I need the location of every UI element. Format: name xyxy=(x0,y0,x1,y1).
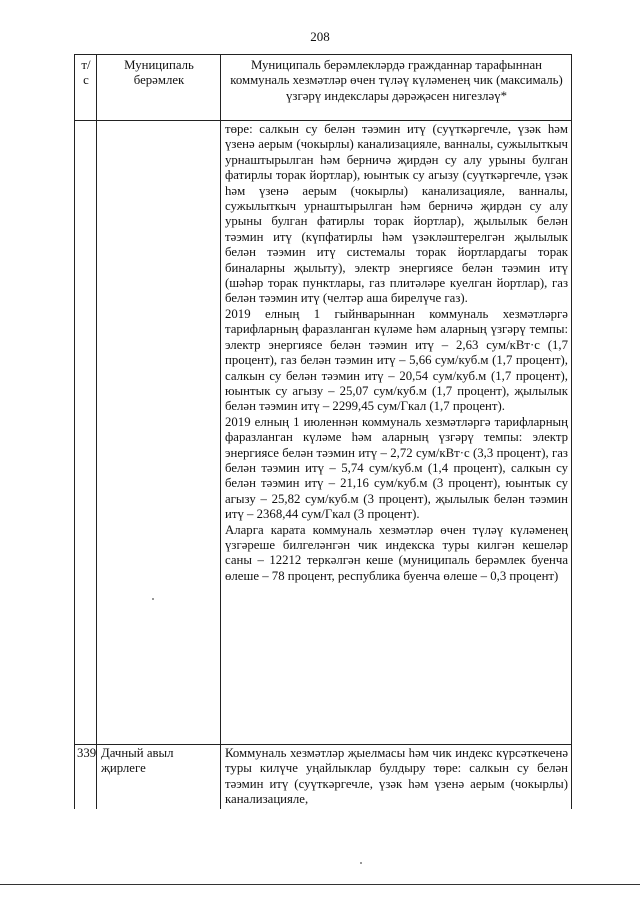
paragraph: 2019 елның 1 июленнән коммуналь хезмәтләргә тарифларның фаразланган күләме һәм аларның үзгәрү темпы: электр энергиясе белән тәэмин итү – 2,72 сум/кВт·с (3,3 процент), газ белән тәэмин итү – 5,74 сум/куб.м (1,4 процент), салкын су белән тәэмин итү – 21,16 сум/куб.м (3 процент), юынтык су агызу – 25,82 сум/куб.м (3 процент), җылылык белән тәэмин итү – 2368,44 сум/Гкал (3 процент). xyxy=(225,414,568,522)
page-number: 208 xyxy=(310,29,330,44)
cell-municipality xyxy=(97,121,221,745)
paragraph: 2019 елның 1 гыйнварыннан коммуналь хезмәтләргә тарифларның фаразланган күләме һәм аларның үзгәрү темпы: электр энергиясе белән тәэмин итү – 2,63 сум/кВт·с (1,7 процент), газ белән тәэмин итү – 5,66 сум/куб.м (1,7 процент), салкын су белән тәэмин итү – 20,54 сум/куб.м (1,7 процент), юынтык су агызу – 25,07 сум/куб.м (1,7 процент), җылылык белән тәэмин итү – 2299,45 сум/Гкал (1,7 процент). xyxy=(225,306,568,414)
cell-description xyxy=(221,121,572,745)
header-municipality: Муниципаль берәмлек xyxy=(97,55,221,121)
paragraph: Коммуналь хезмәтләр җыелмасы һәм чик индекс күрсәткеченә туры килүче уңайлыклар булдыру төре: салкын су белән тәэмин итү (суүткәргечле, үзәк һәм үзенә аерым (чокырлы) канализацияле, xyxy=(225,746,568,807)
paragraph: Аларга карата коммуналь хезмәтләр өчен түләү күләменең үзгәреше билгеләнгән чик индекска туры килгән кешеләр саны – 12212 теркәлгән кеше (муниципаль берәмлек буенча өлеше – 78 процент, республика буенча өлеше – 0,3 процент) xyxy=(225,522,568,583)
scan-speck xyxy=(152,598,154,600)
cell-num: 339 xyxy=(75,745,97,809)
footer-rule xyxy=(0,884,640,885)
cell-num xyxy=(75,121,97,745)
table-header-row xyxy=(75,55,572,121)
table-row xyxy=(75,745,572,809)
header-description: Муниципаль берәмлекләрдә гражданнар тарафыннан коммуналь хезмәтләр өчен түләү күләменең чик (максималь) үзгәрү индекслары дәрәҗәсен нигезләү* xyxy=(221,55,572,121)
cell-description xyxy=(221,745,572,809)
table-row xyxy=(75,121,572,745)
index-table xyxy=(74,54,572,809)
header-num: т/с xyxy=(75,55,97,121)
scan-speck xyxy=(360,862,362,864)
cell-municipality: Дачный авыл җирлеге xyxy=(97,745,221,809)
paragraph: төре: салкын су белән тәэмин итү (суүткәргечле, үзәк һәм үзенә аерым (чокырлы) канализацияле, ванналы, сужылыткыч урнаштырылган һәм берничә җирдән су алу урыны булган фатирлы торак йортлар), юынтык су агызу (суүткәргечле, үзәк һәм үзенә аерым (чокырлы) канализацияле, ванналы, сужылыткыч урнаштырылган һәм берничә җирдән су алу урыны булган фатирлы торак йортлар), җылылык белән тәэмин итү (күпфатирлы һәм үзәкләштерелгән җылылык белән тәэмин итү системалы торак йортлардагы торак биналарны җылыту), электр энергиясе белән тәэмин итү (шәһәр торак пунктлары, газ плитәләре куелган йортлар), газ белән тәэмин итү (челтәр аша бирелүче газ). xyxy=(225,122,568,306)
